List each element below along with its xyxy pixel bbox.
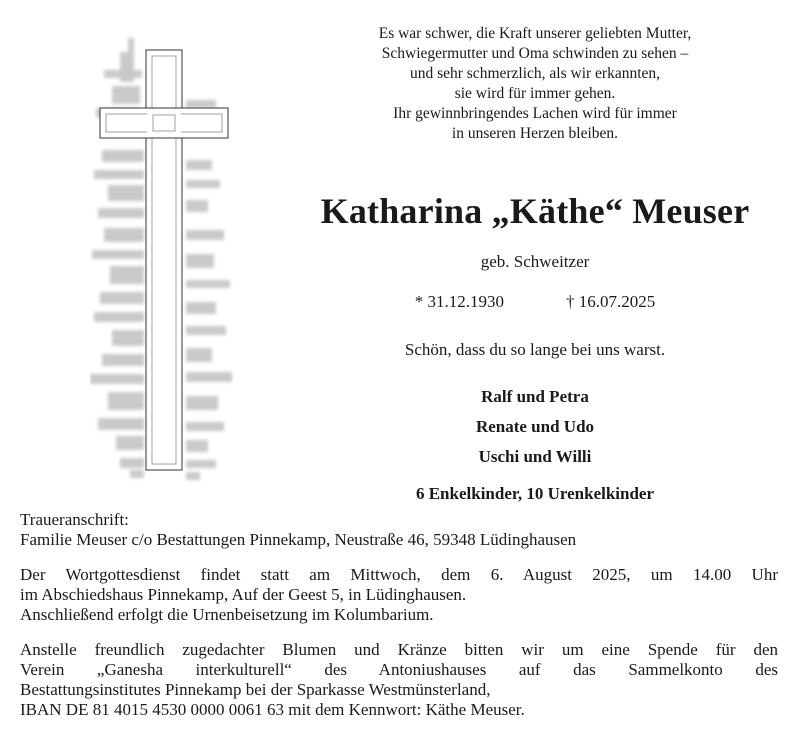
donation-line: Verein „Ganesha interkulturell“ des Antoniushauses auf das Sammelkonto des xyxy=(20,660,778,679)
donation-line: Bestattungsinstitutes Pinnekamp bei der Sparkasse Westmünsterland, xyxy=(20,680,491,699)
poem-line: und sehr schmerzlich, als wir erkannten, xyxy=(409,65,661,82)
death-date: † 16.07.2025 xyxy=(566,292,656,311)
poem-line: Ihr gewinnbringendes Lachen wird für immer xyxy=(393,105,677,122)
service-line: Der Wortgottesdienst findet statt am Mittwoch, dem 6. August 2025, um 14.00 Uhr xyxy=(20,565,778,584)
donation-line: IBAN DE 81 4015 4530 0000 0061 63 mit dem Kennwort: Käthe Meuser. xyxy=(20,700,525,719)
family-couple: Ralf und Petra xyxy=(481,387,589,406)
farewell-quote: Schön, dass du so lange bei uns warst. xyxy=(404,340,666,359)
family-list xyxy=(290,382,780,472)
obituary-main-column xyxy=(290,24,780,504)
poem-line: Es war schwer, die Kraft unserer geliebten Mutter, xyxy=(378,25,692,42)
deceased-name: Katharina „Käthe“ Meuser xyxy=(320,191,750,231)
poem-line: in unseren Herzen bleiben. xyxy=(451,125,619,142)
family-couple: Renate und Udo xyxy=(475,417,595,436)
donation-info xyxy=(20,640,778,720)
notice-details xyxy=(20,510,778,720)
birth-date: * 31.12.1930 xyxy=(414,292,504,311)
service-info xyxy=(20,565,778,625)
life-dates xyxy=(290,292,780,312)
service-line: Anschließend erfolgt die Urnenbeisetzung im Kolumbarium. xyxy=(20,605,434,624)
donation-line: Anstelle freundlich zugedachter Blumen und Kränze bitten wir um eine Spende für den xyxy=(20,640,778,659)
poem-line: Schwiegermutter und Oma schwinden zu sehen – xyxy=(381,45,689,62)
poem-line: sie wird für immer gehen. xyxy=(454,85,616,102)
service-line: im Abschiedshaus Pinnekamp, Auf der Geest 5, in Lüdinghausen. xyxy=(20,585,467,604)
address-label: Traueranschrift: xyxy=(20,510,129,529)
poem xyxy=(290,24,780,144)
family-couple: Uschi und Willi xyxy=(478,447,592,466)
grandchildren: 6 Enkelkinder, 10 Urenkelkinder xyxy=(415,484,655,503)
address-value: Familie Meuser c/o Bestattungen Pinnekamp, Neustraße 46, 59348 Lüdinghausen xyxy=(20,530,577,549)
cross-icon xyxy=(90,30,240,485)
maiden-name: geb. Schweitzer xyxy=(480,252,590,271)
